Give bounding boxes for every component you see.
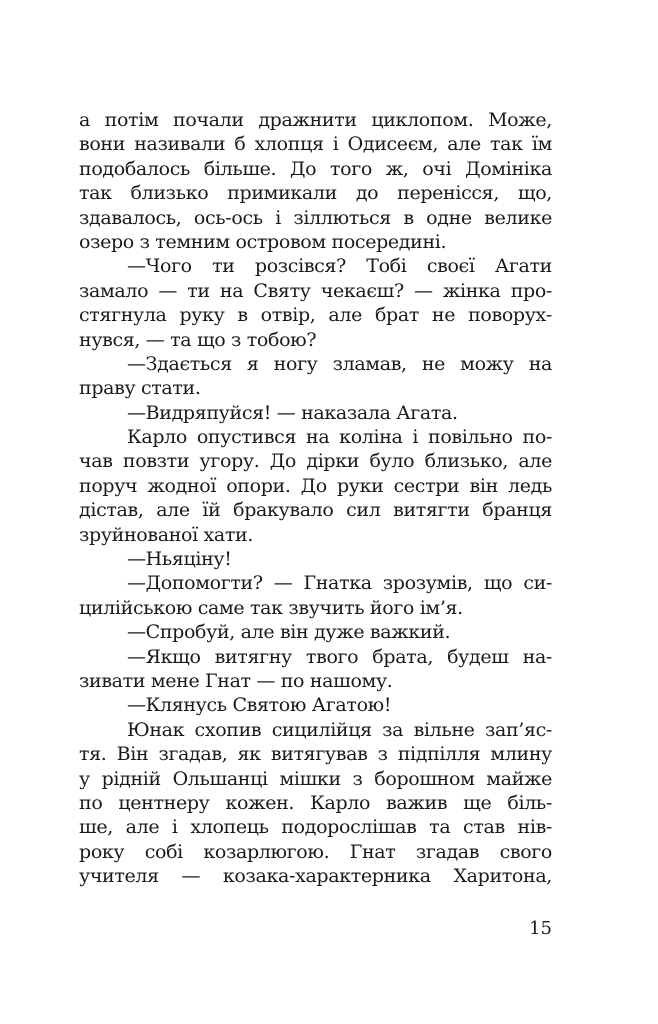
page-number: 15 (529, 918, 552, 939)
book-page-text (79, 108, 552, 889)
text-line: ше, але і хлопець подорослішав та став нів- (79, 816, 552, 839)
text-line: по центнеру кожен. Карло важив ще біль- (79, 791, 552, 814)
text-line: подобалось більше. До того ж, очі Домініка (79, 157, 552, 180)
text-line: —Допомогти? — Гнатка зрозумів, що си- (127, 572, 552, 595)
text-line: —Чого ти розсівся? Тобі своєї Агати (127, 255, 552, 278)
text-line: замало — ти на Святу чекаєш? — жінка про- (79, 279, 552, 302)
text-line: —Ньяціну! (127, 548, 232, 571)
text-line: —Спробуй, але він дуже важкий. (127, 621, 451, 644)
text-line: тя. Він згадав, як витягував з підпілля млину (79, 743, 552, 766)
text-line: вони називали б хлопця і Одисеєм, але так їм (79, 133, 552, 156)
text-line: у рідній Ольшанці мішки з борошном майже (79, 767, 552, 790)
text-line: учителя — козака-характерника Харитона, (79, 865, 552, 888)
text-line: —Клянусь Святою Агатою! (127, 694, 392, 717)
text-line: зивати мене Гнат — по нашому. (79, 669, 393, 692)
text-line: стягнула руку в отвір, але брат не поворух- (79, 304, 552, 327)
text-line: цилійською саме так звучить його ім’я. (79, 596, 463, 619)
text-line: —Видряпуйся! — наказала Агата. (127, 401, 458, 424)
text-line: дістав, але їй бракувало сил витягти бранця (79, 499, 552, 522)
text-line: озеро з темним островом посередині. (79, 230, 447, 253)
text-line: чав повзти угору. До дірки було близько, але (79, 450, 552, 473)
text-line: зруйнованої хати. (79, 523, 254, 546)
text-line: поруч жодної опори. До руки сестри він ледь (79, 474, 552, 497)
text-line: —Якщо витягну твого брата, будеш на- (127, 645, 552, 668)
text-line: —Здається я ногу зламав, не можу на (127, 352, 552, 375)
text-line: нувся, — та що з тобою? (79, 328, 317, 351)
text-line: праву стати. (79, 377, 201, 400)
text-line: Карло опустився на коліна і повільно по- (127, 426, 552, 449)
text-line: Юнак схопив сицилійця за вільне зап’яс- (127, 718, 552, 741)
text-line: а потім почали дражнити циклопом. Може, (79, 109, 552, 131)
text-line: року собі козарлюгою. Гнат згадав свого (79, 840, 552, 863)
text-line: здавалось, ось-ось і зіллються в одне велике (79, 206, 552, 229)
text-line: так близько примикали до перенісся, що, (79, 182, 552, 205)
